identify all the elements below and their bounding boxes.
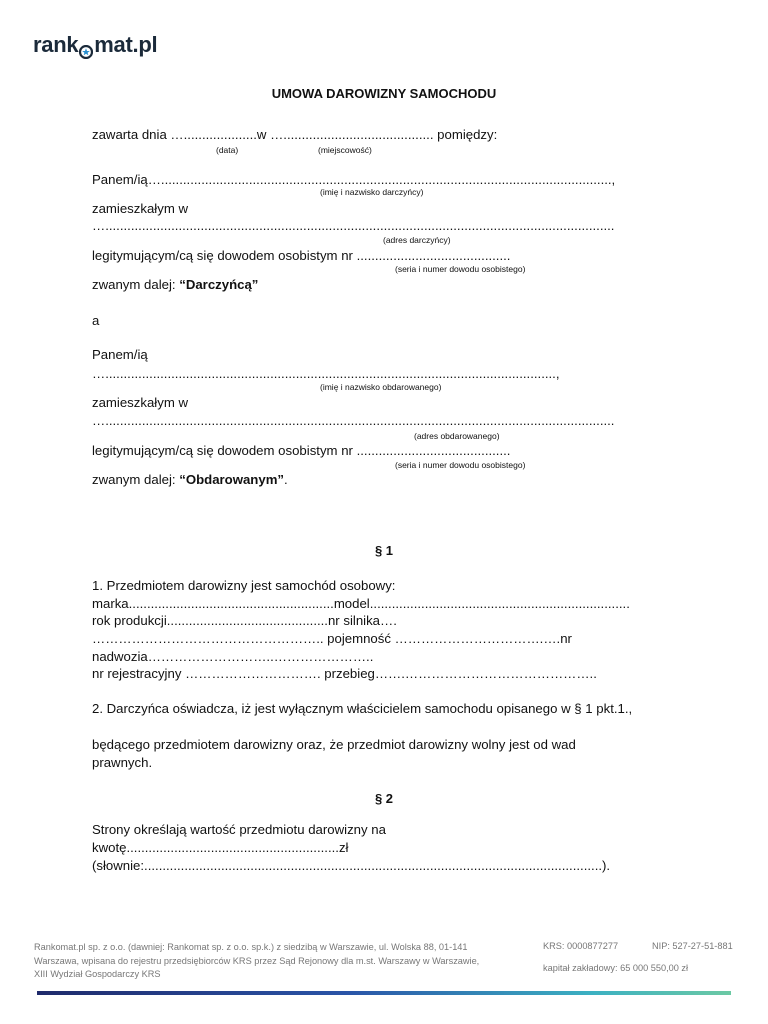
footer-company-line-3: XIII Wydział Gospodarczy KRS (34, 969, 161, 979)
recipient-id-note: (seria i numer dowodu osobistego) (395, 460, 526, 470)
s1-rejestr-line: nr rejestracyjny …………………………. przebieg…….…………………………………….. (92, 666, 597, 681)
s1-paragraph-2: 2. Darczyńca oświadcza, iż jest wyłącznym właścicielem samochodu opisanego w § 1 pkt.1., (92, 701, 633, 716)
footer-capital: kapitał zakładowy: 65 000 550,00 zł (543, 963, 689, 973)
and-word: a (92, 313, 100, 328)
recipient-called (92, 472, 288, 487)
donor-address-line: …........................................................................................................................................... (92, 218, 615, 233)
star-icon (79, 39, 93, 53)
donor-called (92, 277, 258, 292)
donor-called-prefix: zwanym dalej: (92, 277, 180, 292)
recipient-called-suffix: . (284, 472, 288, 487)
logo-text-left: rank (33, 32, 79, 57)
footer-gradient-bar (37, 991, 731, 995)
s1-paragraph-1: 1. Przedmiotem darowizny jest samochód osobowy: (92, 578, 396, 593)
recipient-name-line: …..........................................................................................................................., (92, 366, 560, 381)
recipient-called-name: “Obdarowanym” (179, 472, 285, 487)
section-1-heading: § 1 (374, 543, 394, 558)
footer-company-info (34, 941, 534, 982)
recipient-name-note: (imię i nazwisko obdarowanego) (320, 382, 442, 392)
note-place: (miejscowość) (318, 145, 372, 155)
footer-company-line-1: Rankomat.pl sp. z o.o. (dawniej: Rankomat sp. z o.o. sp.k.) z siedzibą w Warszawie, ul. Wolska 88, 01-141 (34, 942, 468, 952)
recipient-label: Panem/ią (92, 347, 148, 362)
recipient-id-line: legitymującym/cą się dowodem osobistym nr .......................................... (92, 443, 511, 458)
recipient-address-line: …........................................................................................................................................... (92, 413, 615, 428)
footer-nip: NIP: 527-27-51-881 (652, 941, 733, 951)
document-title: UMOWA DAROWIZNY SAMOCHODU (271, 86, 497, 101)
intro-line: zawarta dnia …....................w …......................................... pomiędzy: (92, 127, 498, 142)
s2-paragraph-1: Strony określają wartość przedmiotu darowizny na (92, 822, 386, 837)
s2-kwota-line: kwotę..........................................................zł (92, 840, 349, 855)
donor-name-line: Panem/ią…..........................................................................................................................., (92, 172, 616, 187)
note-date: (data) (216, 145, 239, 155)
s1-nadwozie-line: nadwozia………………………..………………….. (92, 649, 374, 664)
donor-resident-label: zamieszkałym w (92, 201, 188, 216)
s1-marka-line: marka........................................................model....................................................................... (92, 596, 630, 611)
s1-rok-line: rok produkcji............................................nr silnika…. (92, 613, 397, 628)
section-2-heading: § 2 (374, 791, 394, 806)
recipient-called-prefix: zwanym dalej: (92, 472, 180, 487)
s1-paragraph-3b: prawnych. (92, 755, 153, 770)
rankomat-logo (33, 32, 157, 58)
footer-company-line-2: Warszawa, wpisana do rejestru przedsiębiorców KRS przez Sąd Rejonowy dla m.st. Warszawy w Warszawie, (34, 955, 480, 966)
donor-address-note: (adres darczyńcy) (383, 235, 451, 245)
donor-id-line: legitymującym/cą się dowodem osobistym nr .......................................... (92, 248, 511, 263)
s2-slownie-line: (słownie:.............................................................................................................................). (92, 858, 611, 873)
recipient-address-note: (adres obdarowanego) (414, 431, 500, 441)
donor-name-note: (imię i nazwisko darczyńcy) (320, 187, 424, 197)
donor-id-note: (seria i numer dowodu osobistego) (395, 264, 526, 274)
s1-pojemnosc-line: …………………………………………….. pojemność …………………………….….nr (92, 631, 572, 646)
s1-paragraph-3a: będącego przedmiotem darowizny oraz, że przedmiot darowizny wolny jest od wad (92, 737, 576, 752)
recipient-resident-label: zamieszkałym w (92, 395, 188, 410)
footer-krs: KRS: 0000877277 (543, 941, 619, 951)
logo-text-right: mat.pl (94, 32, 158, 57)
donor-called-name: “Darczyńcą” (179, 277, 259, 292)
